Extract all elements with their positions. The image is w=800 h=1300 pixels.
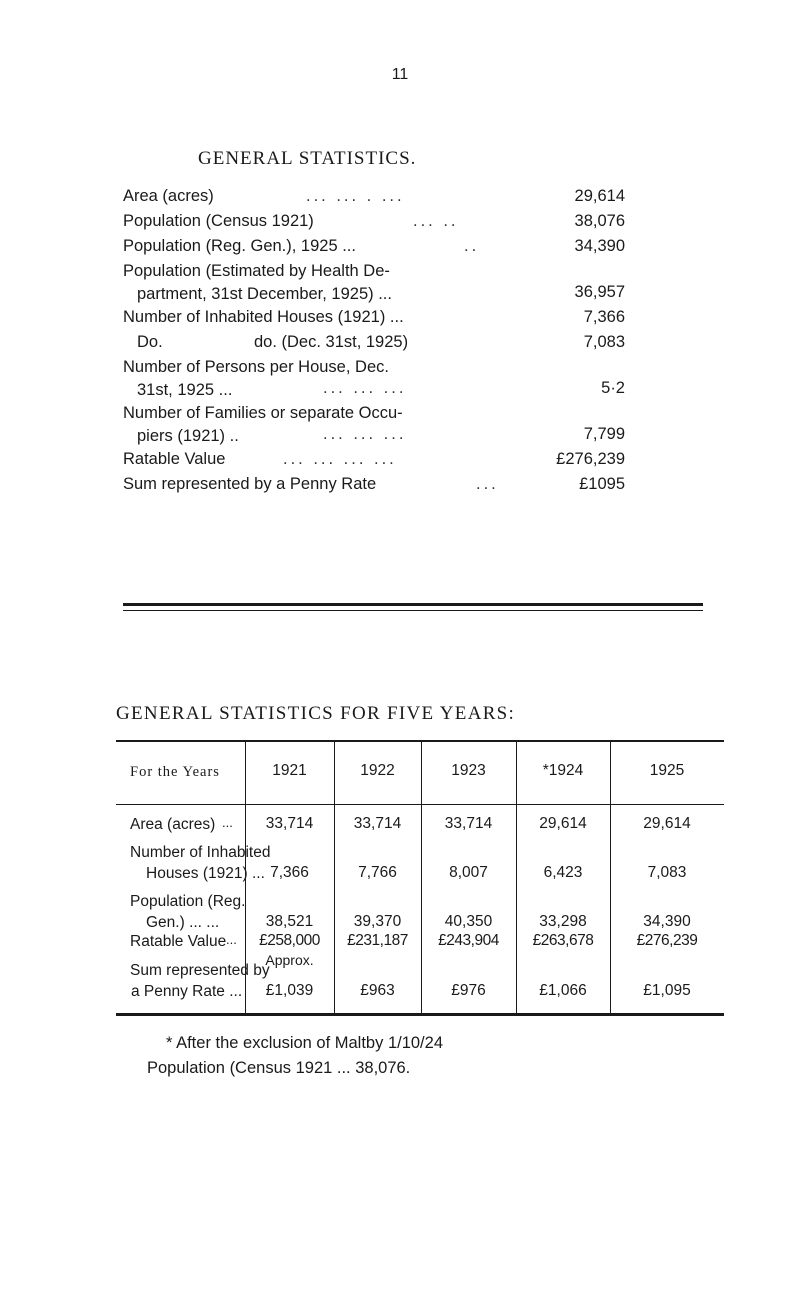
page-number: 11	[391, 66, 409, 83]
table-cell: £263,678	[532, 932, 594, 949]
stat-leader: ...	[476, 475, 499, 493]
table-cell: 29,614	[539, 815, 587, 832]
stat-label: Population (Census 1921)	[123, 212, 314, 230]
table-cell: 40,350	[444, 913, 493, 930]
stat-value: 36,957	[574, 283, 625, 301]
table-cell: £1,095	[643, 982, 691, 999]
table-cell: 7,366	[270, 864, 309, 881]
header-year: 1921	[272, 762, 307, 779]
table-cell: £963	[360, 982, 395, 999]
stat-label-line-2: partment, 31st December, 1925) ...	[137, 285, 392, 303]
header-year: *1924	[542, 762, 584, 779]
table-cell: 34,390	[643, 913, 691, 930]
stat-value: 29,614	[574, 187, 625, 205]
stat-label: Sum represented by a Penny Rate	[123, 475, 377, 493]
general-statistics-heading: GENERAL STATISTICS.	[198, 148, 417, 169]
stat-leader: ... ..	[413, 212, 459, 230]
row-label: Gen.) ... ...	[146, 914, 220, 931]
stat-leader: ... ... ...	[323, 379, 407, 397]
table-cell: £231,187	[347, 932, 408, 949]
table-cell: 7,083	[647, 864, 687, 881]
table-top-rule	[116, 740, 724, 742]
table-cell: £258,000	[259, 932, 320, 949]
header-years-label: For the Years	[130, 764, 220, 780]
stat-value: £1095	[579, 475, 625, 493]
row-label: Number of Inhabited	[130, 844, 271, 861]
header-year: 1925	[649, 762, 685, 779]
table-cell: 33,298	[539, 913, 587, 930]
row-label: Houses (1921) ...	[146, 865, 265, 882]
stat-label: Area (acres)	[123, 187, 214, 205]
table-cell: £976	[451, 982, 486, 999]
table-cell: £1,039	[265, 982, 314, 999]
table-cell: £276,239	[636, 932, 698, 949]
stat-value: 34,390	[574, 237, 625, 255]
table-cell: 39,370	[353, 913, 402, 930]
stat-label: do. (Dec. 31st, 1925)	[254, 333, 409, 351]
table-cell: 7,766	[358, 864, 397, 881]
row-label: Ratable Value	[130, 933, 227, 950]
table-bottom-rule	[116, 1013, 724, 1016]
stat-value: 7,083	[583, 333, 625, 351]
stat-value: 7,799	[583, 425, 625, 443]
stat-label-ditto: Do.	[137, 333, 163, 351]
table-cell: £243,904	[438, 932, 499, 949]
stat-value: 38,076	[574, 212, 625, 230]
table-cell: 38,521	[265, 913, 314, 930]
header-year: 1922	[360, 762, 395, 779]
row-label: a Penny Rate ...	[131, 983, 243, 1000]
stat-value: 7,366	[583, 308, 625, 326]
table-cell: 29,614	[643, 815, 691, 832]
approx-note: Approx.	[265, 952, 314, 968]
stat-value: £276,239	[556, 450, 625, 468]
stat-label-line-1: Population (Estimated by Health De-	[123, 262, 390, 280]
table-cell: 8,007	[449, 864, 488, 881]
row-leader: ...	[226, 932, 237, 947]
footnote-population: Population (Census 1921 ... 38,076.	[147, 1059, 411, 1077]
table-cell: 6,423	[543, 864, 583, 881]
footnote-maltby: * After the exclusion of Maltby 1/10/24	[166, 1034, 443, 1052]
table-cell: 33,714	[444, 815, 493, 832]
table-cell: 33,714	[265, 815, 314, 832]
stat-leader: ... ... . ...	[306, 187, 405, 205]
table-header-rule	[116, 804, 724, 805]
row-leader: ...	[222, 815, 233, 830]
row-label: Population (Reg.	[130, 893, 246, 910]
stat-value: 5·2	[601, 379, 625, 397]
table-cell: 33,714	[353, 815, 402, 832]
stat-label: Population (Reg. Gen.), 1925 ...	[123, 237, 356, 255]
row-label: Area (acres)	[130, 816, 216, 833]
stat-label-line-2: 31st, 1925 ...	[137, 381, 233, 399]
stat-label-line-1: Number of Families or separate Occu-	[123, 404, 403, 422]
stat-label: Ratable Value	[123, 450, 226, 468]
stat-leader: ... ... ...	[323, 425, 407, 443]
stat-label-line-2: piers (1921) ..	[137, 427, 239, 445]
five-years-heading: GENERAL STATISTICS FOR FIVE YEARS:	[116, 703, 516, 724]
stat-leader: ... ... ... ...	[283, 450, 397, 468]
table-cell: £1,066	[539, 982, 587, 999]
stat-leader: ..	[464, 237, 480, 255]
stat-label-line-1: Number of Persons per House, Dec.	[123, 358, 389, 376]
row-label: Sum represented by	[130, 962, 270, 979]
stat-label: Number of Inhabited Houses (1921) ...	[123, 308, 404, 326]
header-year: 1923	[451, 762, 486, 779]
